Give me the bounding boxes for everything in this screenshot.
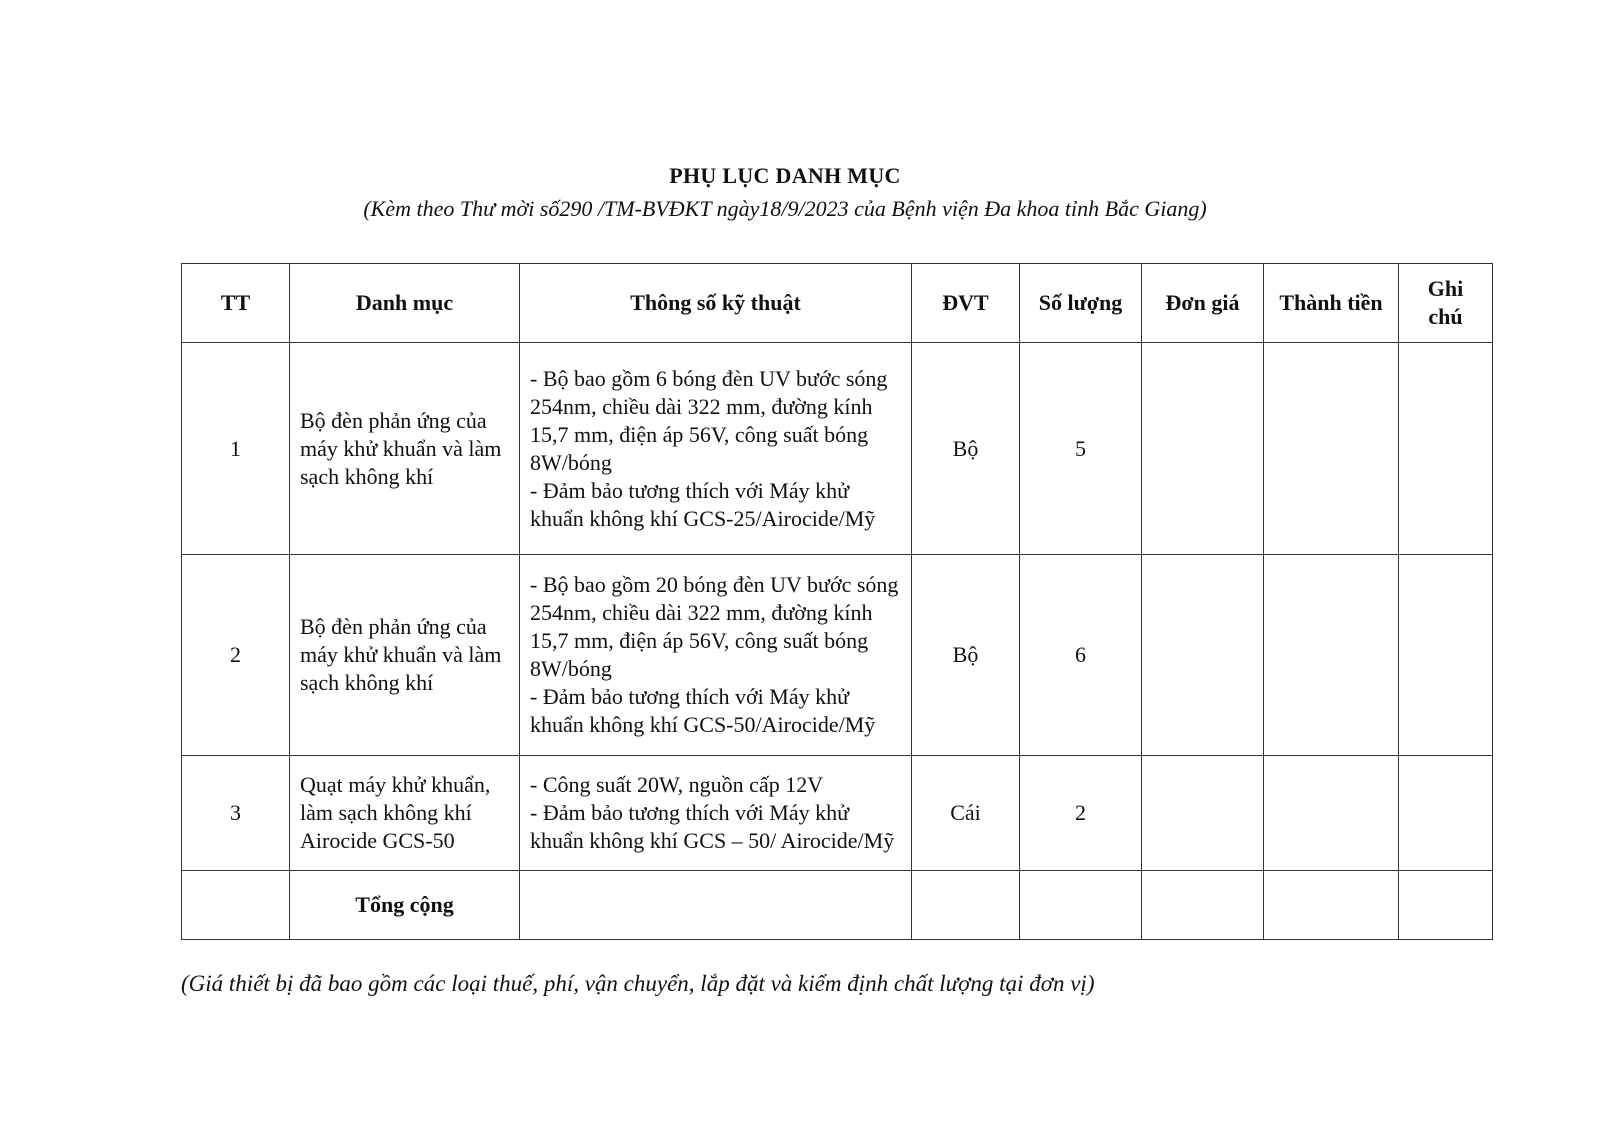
cell-amount — [1264, 555, 1399, 756]
cell-item: Bộ đèn phản ứng của máy khử khuẩn và làm sạch không khí — [290, 555, 520, 756]
cell-price — [1142, 343, 1264, 555]
total-cell-note — [1399, 871, 1493, 940]
total-cell-spec — [520, 871, 912, 940]
cell-note — [1399, 756, 1493, 871]
catalog-table — [181, 263, 1493, 940]
header-price: Đơn giá — [1142, 264, 1264, 343]
cell-item: Bộ đèn phản ứng của máy khử khuẩn và làm sạch không khí — [290, 343, 520, 555]
cell-note — [1399, 343, 1493, 555]
total-cell-unit — [912, 871, 1020, 940]
cell-unit: Cái — [912, 756, 1020, 871]
header-amount: Thành tiền — [1264, 264, 1399, 343]
total-label: Tổng cộng — [290, 871, 520, 940]
table-row — [182, 756, 1493, 871]
cell-amount — [1264, 756, 1399, 871]
cell-price — [1142, 555, 1264, 756]
table-header-row — [182, 264, 1493, 343]
header-unit: ĐVT — [912, 264, 1020, 343]
header-tt: TT — [182, 264, 290, 343]
cell-note — [1399, 555, 1493, 756]
header-note: Ghi chú — [1399, 264, 1493, 343]
total-cell-amount — [1264, 871, 1399, 940]
cell-qty: 5 — [1020, 343, 1142, 555]
table-row — [182, 343, 1493, 555]
table-row — [182, 555, 1493, 756]
total-row — [182, 871, 1493, 940]
document-subtitle: (Kèm theo Thư mời số290 /TM-BVĐKT ngày18/9/2023 của Bệnh viện Đa khoa tỉnh Bắc Giang) — [363, 196, 1207, 221]
header-item: Danh mục — [290, 264, 520, 343]
cell-tt: 2 — [182, 555, 290, 756]
total-cell-tt — [182, 871, 290, 940]
total-cell-qty — [1020, 871, 1142, 940]
cell-tt: 3 — [182, 756, 290, 871]
cell-qty: 2 — [1020, 756, 1142, 871]
header-qty: Số lượng — [1020, 264, 1142, 343]
cell-tt: 1 — [182, 343, 290, 555]
cell-spec: - Công suất 20W, nguồn cấp 12V - Đảm bảo tương thích với Máy khử khuẩn không khí GCS – 50/ Airocide/Mỹ — [520, 756, 912, 871]
cell-spec: - Bộ bao gồm 6 bóng đèn UV bước sóng 254nm, chiều dài 322 mm, đường kính 15,7 mm, điện áp 56V, công suất bóng 8W/bóng - Đảm bảo tương thích với Máy khử khuẩn không khí GCS-25/Airocide/Mỹ — [520, 343, 912, 555]
cell-amount — [1264, 343, 1399, 555]
cell-unit: Bộ — [912, 555, 1020, 756]
footnote: (Giá thiết bị đã bao gồm các loại thuế, phí, vận chuyển, lắp đặt và kiểm định chất lượng tại đơn vị) — [181, 971, 1095, 996]
header-spec: Thông số kỹ thuật — [520, 264, 912, 343]
total-cell-price — [1142, 871, 1264, 940]
cell-unit: Bộ — [912, 343, 1020, 555]
document-title: PHỤ LỤC DANH MỤC — [669, 163, 901, 188]
cell-spec: - Bộ bao gồm 20 bóng đèn UV bước sóng 254nm, chiều dài 322 mm, đường kính 15,7 mm, điện áp 56V, công suất bóng 8W/bóng - Đảm bảo tương thích với Máy khử khuẩn không khí GCS-50/Airocide/Mỹ — [520, 555, 912, 756]
cell-item: Quạt máy khử khuẩn, làm sạch không khí Airocide GCS-50 — [290, 756, 520, 871]
cell-price — [1142, 756, 1264, 871]
cell-qty: 6 — [1020, 555, 1142, 756]
